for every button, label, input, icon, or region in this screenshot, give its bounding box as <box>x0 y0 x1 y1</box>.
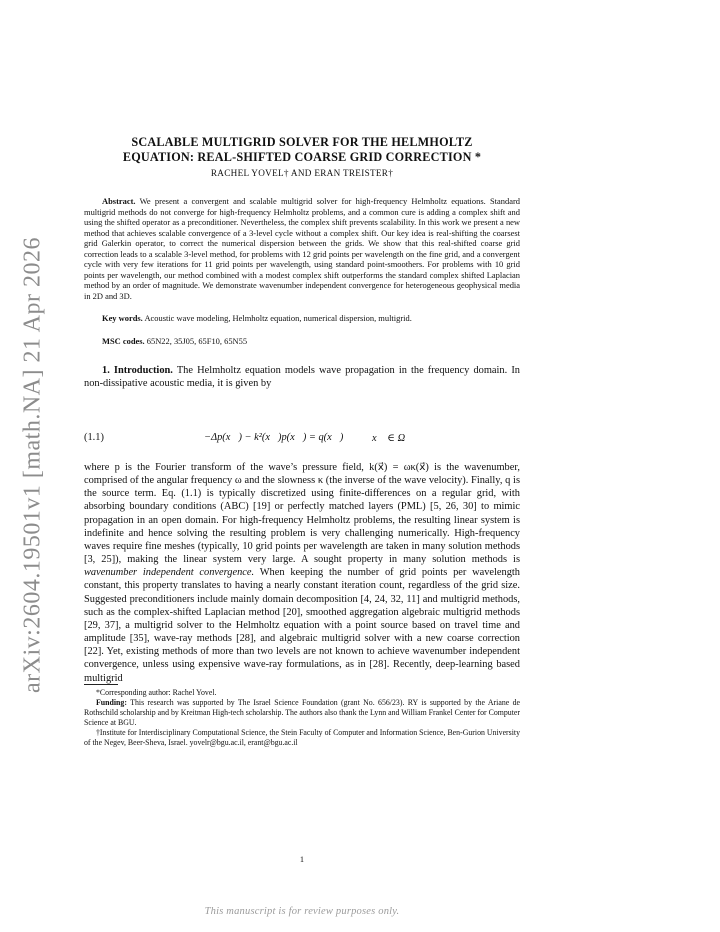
footnote-rule <box>84 684 118 685</box>
arxiv-identifier <box>18 225 48 705</box>
body-paragraph <box>84 461 520 685</box>
introduction-text: The Helmholtz equation models wave propagation in the frequency domain. In non-dissipative acoustic media, it is given by <box>84 365 520 389</box>
funding-label: Funding: <box>96 697 127 707</box>
equation-domain: x⃗ ∈ Ω <box>372 433 406 444</box>
title-line-1: SCALABLE MULTIGRID SOLVER FOR THE HELMHOLTZ <box>131 135 473 149</box>
footnote-corresponding-author: *Corresponding author: Rachel Yovel. <box>96 688 217 697</box>
abstract <box>84 196 520 301</box>
page-number: 1 <box>299 855 305 864</box>
section-heading: 1. Introduction. <box>102 365 173 376</box>
equation-number: (1.1) <box>84 432 104 443</box>
equation-body: −Δp(x⃗) − k²(x⃗)p(x⃗) = q(x⃗) <box>204 432 344 443</box>
body-text-part-1: where p is the Fourier transform of the wave’s pressure field, k(x⃗) = ωκ(x⃗) is the wavenumber, comprised of the angular frequency ω and the slowness κ (the inverse of the wave velocity). Finally, q is the source term. Eq. (1.1) is typically discretized using finite-differences on a regular grid, with absorbing boundary conditions (ABC) [19] or perfectly matched layers (PML) [5, 26, 30] to mimic propagation in an open domain. For high-frequency Helmholtz problems, the resulting linear system is indefinite and hence solving the resulting problem is very challenging numerically. High-frequency waves require fine meshes (typically, 10 grid points per wavelength are taken in many solution methods [3, 25]), making the linear system very large. A sought property in many solution methods is <box>84 462 520 566</box>
paper-title <box>84 135 520 165</box>
abstract-label: Abstract. <box>102 196 136 206</box>
footnote-affiliation: †Institute for Interdisciplinary Computational Science, the Stein Faculty of Computer and Information Science, Ben-Gurion University of the Negev, Beer-Sheva, Israel. yovelr@bgu.ac.il, erant@bgu.ac.il <box>84 727 520 747</box>
author-list: RACHEL YOVEL† AND ERAN TREISTER† <box>210 168 394 178</box>
review-notice: This manuscript is for review purposes only. <box>204 906 400 917</box>
introduction-paragraph <box>84 364 520 390</box>
footnote-funding <box>84 698 520 728</box>
msc-text: 65N22, 35J05, 65F10, 65N55 <box>146 336 248 346</box>
keywords-label: Key words. <box>102 313 143 323</box>
abstract-text: We present a convergent and scalable multigrid solver for high-frequency Helmholtz equations. Standard multigrid methods do not converge for high-frequency Helmholtz problems, and a common cure is adding a complex shift and using the shifted operator as a preconditioner. Nevertheless, the complex shift prevents scalability. In this work we present a new method that achieves scalable convergence of a 3-level cycle without a complex shift. Our key idea is real-shifting the coarsest grid Galerkin operator, to correct the numerical dispersion between the grids. We show that this real-shifted coarse grid correction leads to a scalable 3-level method, for problems with 12 grid points per wavelength on the fine grid, and a convergent cycle with very few iterations for 11 grid points per wavelength, using standard point-smoothers. For problems with 10 grid points per wavelength, our method combined with a modest complex shift outperforms the standard complex shifted Laplacian method by an order of magnitude. We demonstrate wavenumber independent convergence for heterogeneous geophysical media in 2D and 3D. <box>84 196 520 301</box>
keywords <box>102 313 520 324</box>
equation-1-1 <box>84 432 520 448</box>
funding-text: This research was supported by The Israel Science Foundation (grant No. 656/23). RY is supported by the Ariane de Rothschild scholarship and by Kreitman High-tech scholarship. The authors also thank the Lynn and William Frankel Center for Computer Science at BGU. <box>84 697 520 727</box>
keywords-text: Acoustic wave modeling, Helmholtz equation, numerical dispersion, multigrid. <box>144 313 412 323</box>
title-line-2: EQUATION: REAL-SHIFTED COARSE GRID CORRECTION * <box>122 150 482 164</box>
msc-codes <box>102 336 520 347</box>
footnotes <box>84 688 520 747</box>
msc-label: MSC codes. <box>102 336 145 346</box>
arxiv-identifier-text: arXiv:2604.19501v1 [math.NA] 21 Apr 2026 <box>19 237 46 693</box>
body-text-part-2: When keeping the number of grid points per wavelength constant, this property translates to having a nearly constant iteration count, regardless of the grid size. Suggested preconditioners include mainly domain decomposition [4, 24, 32, 11] and multigrid methods, such as the complex-shifted Laplacian method [20], smoothed aggregation algebraic multigrid methods [29, 37], a multigrid solver to the Helmholtz equation with a point source based on travel time and amplitude [35], wave-ray methods [28], and algebraic multigrid solver with a new coarse correction [22]. Yet, existing methods of more than two levels are not known to achieve wavenumber independent convergence, unless using expensive wave-ray formulations, as in [28]. Recently, deep-learning based multigrid <box>84 567 521 684</box>
body-emphasis: wavenumber independent convergence. <box>84 567 255 579</box>
